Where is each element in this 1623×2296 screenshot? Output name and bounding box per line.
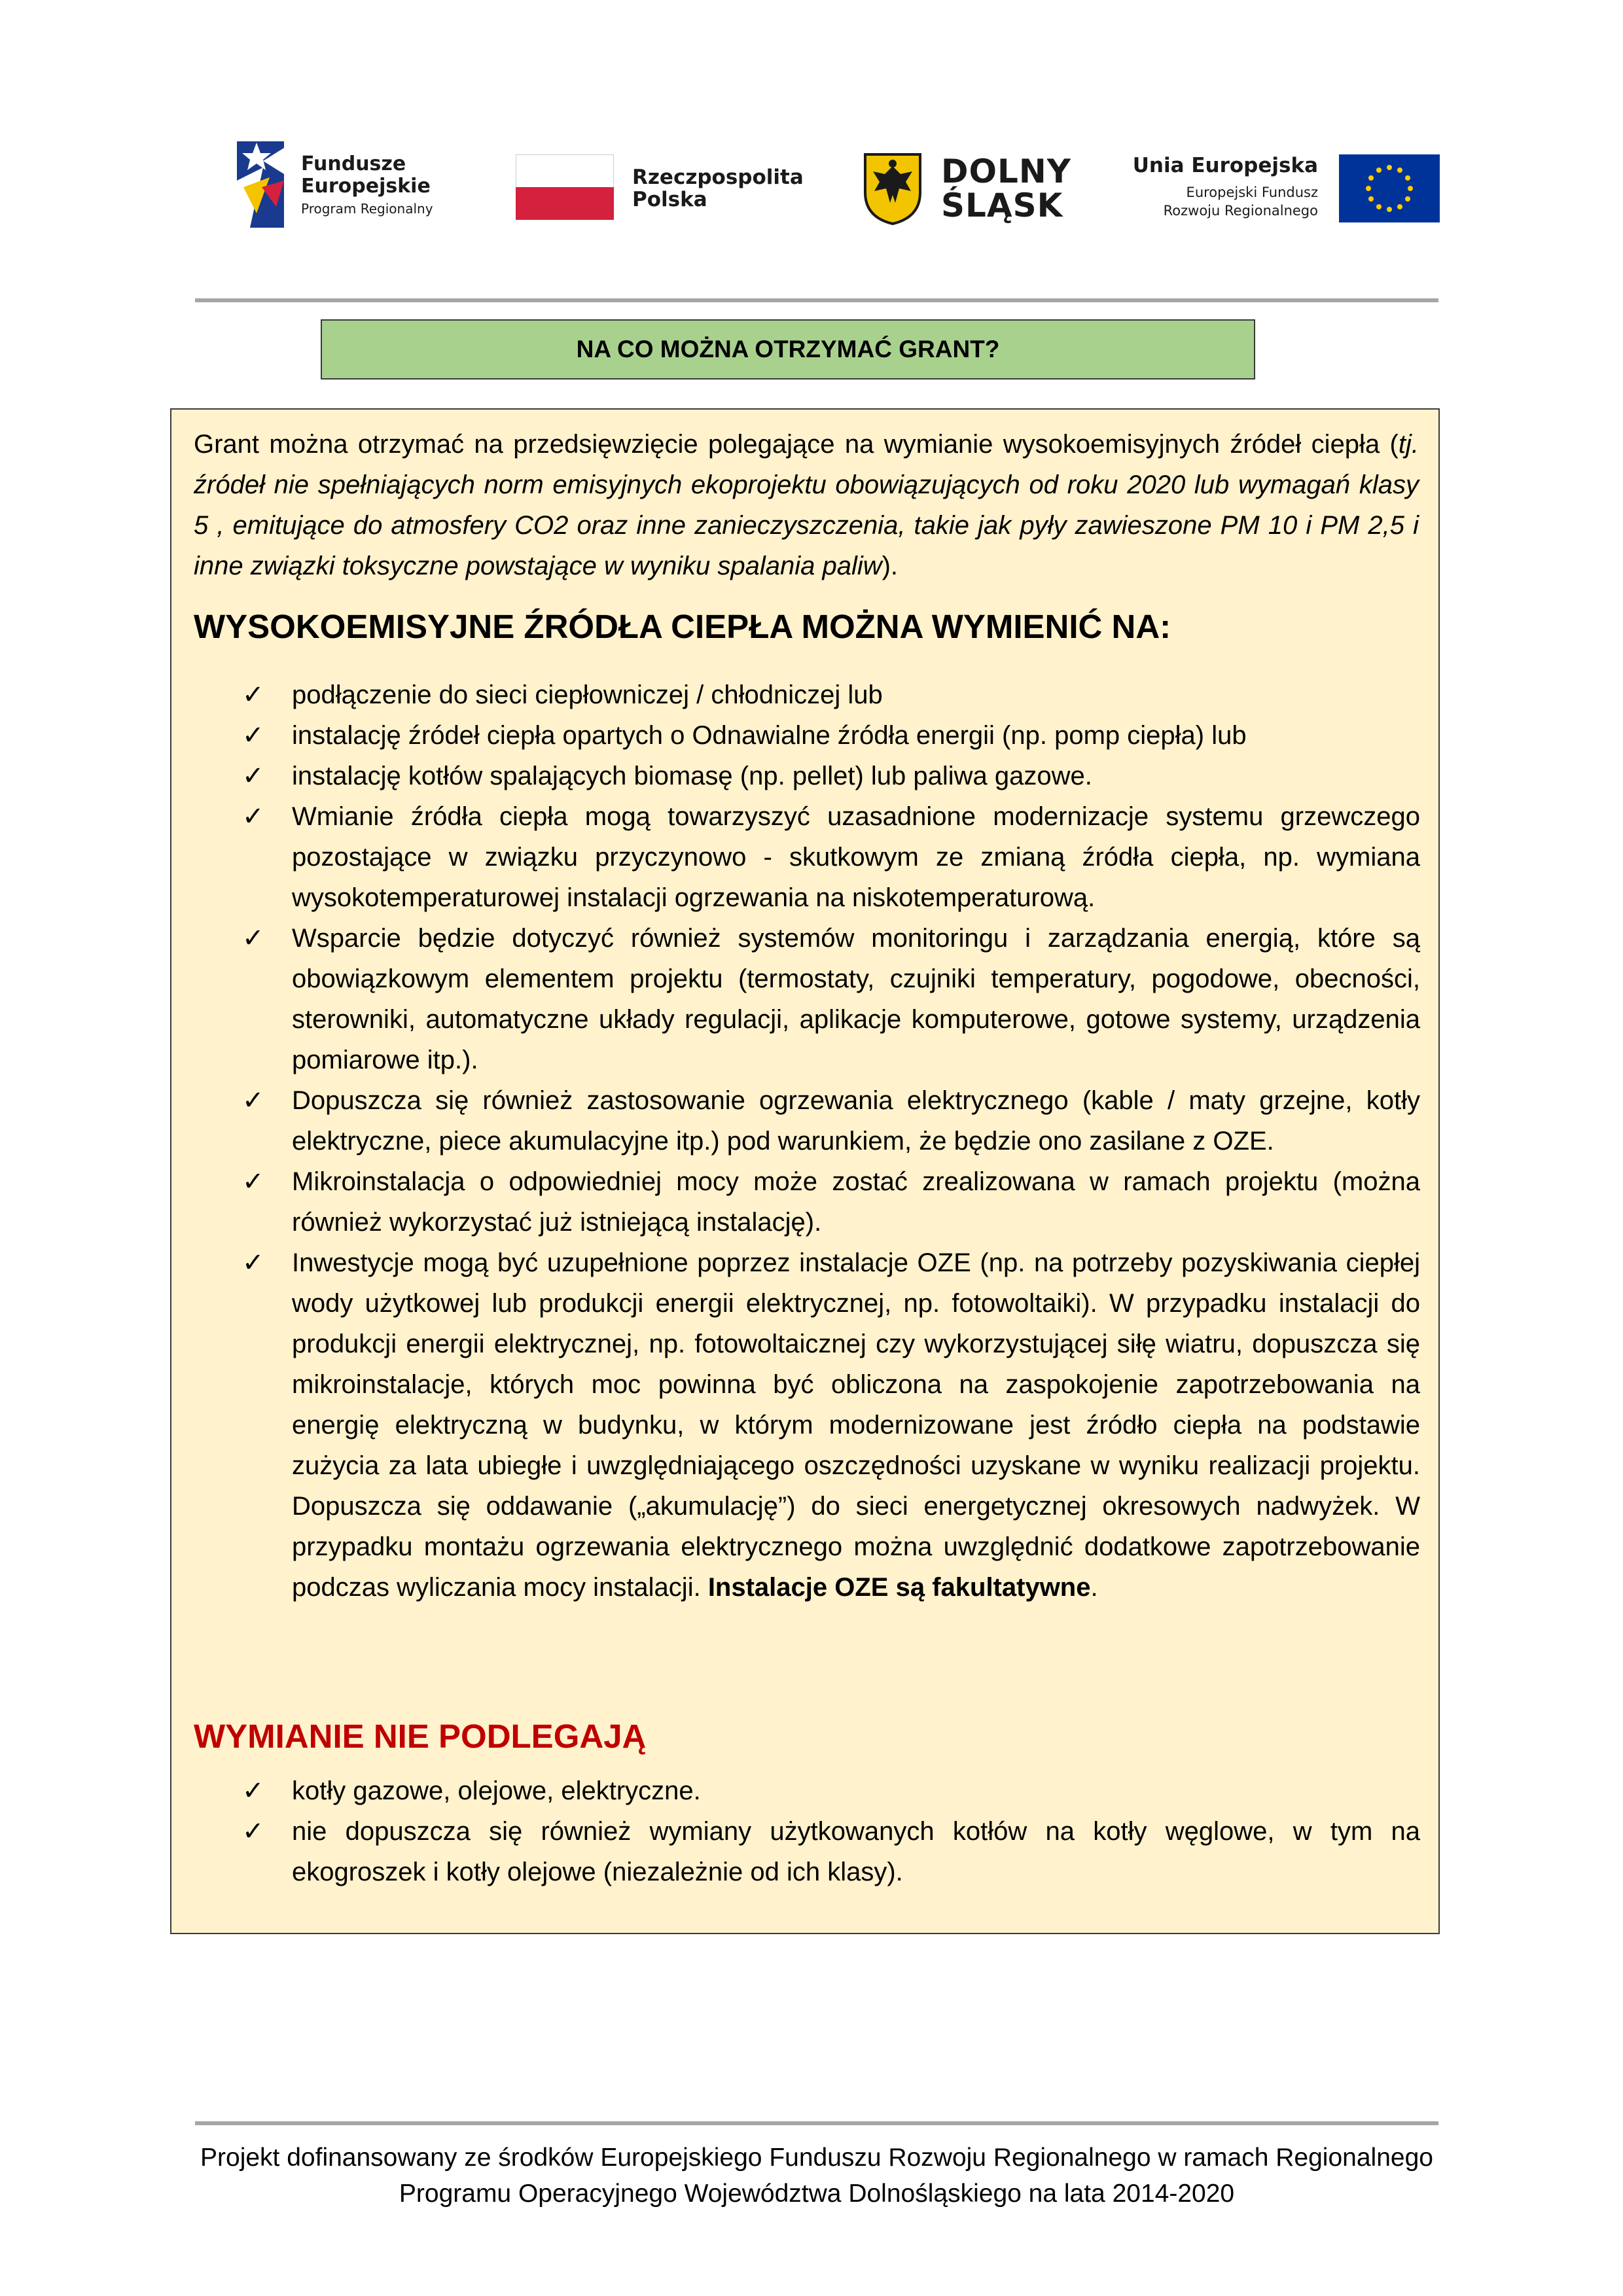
check-icon: ✓ [242, 1816, 264, 1846]
replacement-options-list [171, 675, 1441, 1608]
check-icon: ✓ [242, 1167, 264, 1197]
check-icon: ✓ [242, 720, 264, 751]
intro-start: Grant można otrzymać na przedsięwzięcie polegające na wymianie wysokoemisyjnych źródeł ciepła ( [194, 430, 1399, 459]
check-icon: ✓ [242, 1248, 264, 1278]
footer-line2: Programu Operacyjnego Województwa Dolnośląskiego na lata 2014-2020 [399, 2180, 1235, 2208]
coat-of-arms-icon [863, 152, 923, 225]
heading-replace-options: WYSOKOEMISYJNE ŹRÓDŁA CIEPŁA MOŻNA WYMIENIĆ NA: [194, 608, 1171, 645]
intro-paragraph [194, 424, 1419, 586]
fundusze-star-icon [237, 141, 284, 228]
list-item: ✓ Inwestycje mogą być uzupełnione poprzez instalacje OZE (np. na potrzeby pozyskiwania ciepłej wody użytkowej lub produkcji energii elektrycznej, np. fotowoltaiki). W przypadku instalacji do produkcji energii elektrycznej, np. fotowoltaicznej czy wykorzystującej siłę wiatru, dopuszcza się mikroinstalacje, których moc powinna być obliczona na zaspokojenie zapotrzebowania na energię elektryczną w budynku, w którym modernizowane jest źródło ciepła na podstawie zużycia za lata ubiegłe i uwzględniającego oszczędności uzyskane w wyniku realizacji projektu. Dopuszcza się oddawanie („akumulację”) do sieci energetycznej okresowych nadwyżek. W przypadku montażu ogrzewania elektrycznego można uwzględnić dodatkowe zapotrzebowanie podczas wyliczania mocy instalacji. Instalacje OZE są fakultatywne. [171, 1243, 1441, 1608]
list-item: ✓ Dopuszcza się również zastosowanie ogrzewania elektrycznego (kable / maty grzejne, kotły elektryczne, piece akumulacyjne itp.) pod warunkiem, że będzie ono zasilane z OZE. [171, 1080, 1441, 1161]
check-icon: ✓ [242, 802, 264, 832]
list-item: ✓ Mikroinstalacja o odpowiedniej mocy może zostać zrealizowana w ramach projektu (można również wykorzystać już istniejącą instalację). [171, 1161, 1441, 1243]
list-item: ✓ instalację źródeł ciepła opartych o Odnawialne źródła energii (np. pomp ciepła) lub [171, 715, 1441, 756]
fundusze-europejskie-logo [237, 141, 453, 228]
list-item: ✓ kotły gazowe, olejowe, elektryczne. [171, 1771, 1441, 1811]
not-eligible-list [171, 1771, 1441, 1892]
fundusze-line1: Fundusze [301, 152, 406, 175]
fundusze-line2: Europejskie [301, 175, 431, 198]
rzeczpospolita-logo [516, 154, 804, 220]
unia-line2: Europejski Fundusz [1186, 185, 1318, 200]
list-item: ✓ podłączenie do sieci ciepłowniczej / chłodniczej lub [171, 675, 1441, 715]
unia-europejska-logo [1132, 149, 1440, 228]
check-icon: ✓ [242, 1776, 264, 1806]
header-divider [195, 298, 1438, 302]
unia-line3: Rozwoju Regionalnego [1163, 203, 1318, 219]
footer-divider [195, 2121, 1438, 2125]
rzeczpospolita-line2: Polska [632, 188, 707, 211]
footer [195, 2140, 1438, 2212]
unia-line1: Unia Europejska [1132, 154, 1318, 177]
intro-italic: tj. źródeł nie spełniających norm emisyjnych ekoprojektu obowiązujących od roku 2020 lub wymagań klasy 5 , emitujące do atmosfery CO2 oraz inne zanieczyszczenia, takie jak pyły zawieszone PM 10 i PM 2,5 i inne związki toksyczne powstające w wyniku spalania paliw [194, 430, 1419, 580]
dolny-line1: DOLNY [941, 152, 1071, 190]
eu-flag-icon [1339, 154, 1440, 222]
dolny-line2: ŚLĄSK [941, 186, 1063, 224]
oze-optional-note: Instalacje OZE są fakultatywne [707, 1573, 1091, 1602]
polish-flag-icon [516, 154, 614, 220]
rzeczpospolita-line1: Rzeczpospolita [632, 166, 804, 189]
heading-not-eligible: WYMIANIE NIE PODLEGAJĄ [194, 1718, 647, 1755]
list-item: ✓ instalację kotłów spalających biomasę (np. pellet) lub paliwa gazowe. [171, 756, 1441, 796]
check-icon: ✓ [242, 680, 264, 710]
list-item: ✓ Wsparcie będzie dotyczyć również systemów monitoringu i zarządzania energią, które są obowiązkowym elementem projektu (termostaty, czujniki temperatury, pogodowe, obecności, sterowniki, automatyczne układy regulacji, aplikacje komputerowe, gotowe systemy, urządzenia pomiarowe itp.). [171, 918, 1441, 1080]
page-title: NA CO MOŻNA OTRZYMAĆ GRANT? [321, 319, 1255, 380]
footer-line1: Projekt dofinansowany ze środków Europejskiego Funduszu Rozwoju Regionalnego w ramach Regionalnego [200, 2144, 1433, 2172]
list-item: ✓ nie dopuszcza się również wymiany użytkowanych kotłów na kotły węglowe, w tym na ekogroszek i kotły olejowe (niezależnie od ich klasy). [171, 1811, 1441, 1892]
check-icon: ✓ [242, 1086, 264, 1116]
check-icon: ✓ [242, 761, 264, 791]
intro-end: ). [882, 552, 899, 580]
fundusze-line3: Program Regionalny [301, 201, 433, 217]
dolny-slask-logo [863, 152, 1085, 226]
check-icon: ✓ [242, 923, 264, 953]
list-item: ✓ Wmianie źródła ciepła mogą towarzyszyć uzasadnione modernizacje systemu grzewczego pozostające w związku przyczynowo - skutkowym ze zmianą źródła ciepła, np. wymiana wysokotemperaturowej instalacji ogrzewania na niskotemperaturową. [171, 796, 1441, 918]
content-box [170, 408, 1440, 1934]
